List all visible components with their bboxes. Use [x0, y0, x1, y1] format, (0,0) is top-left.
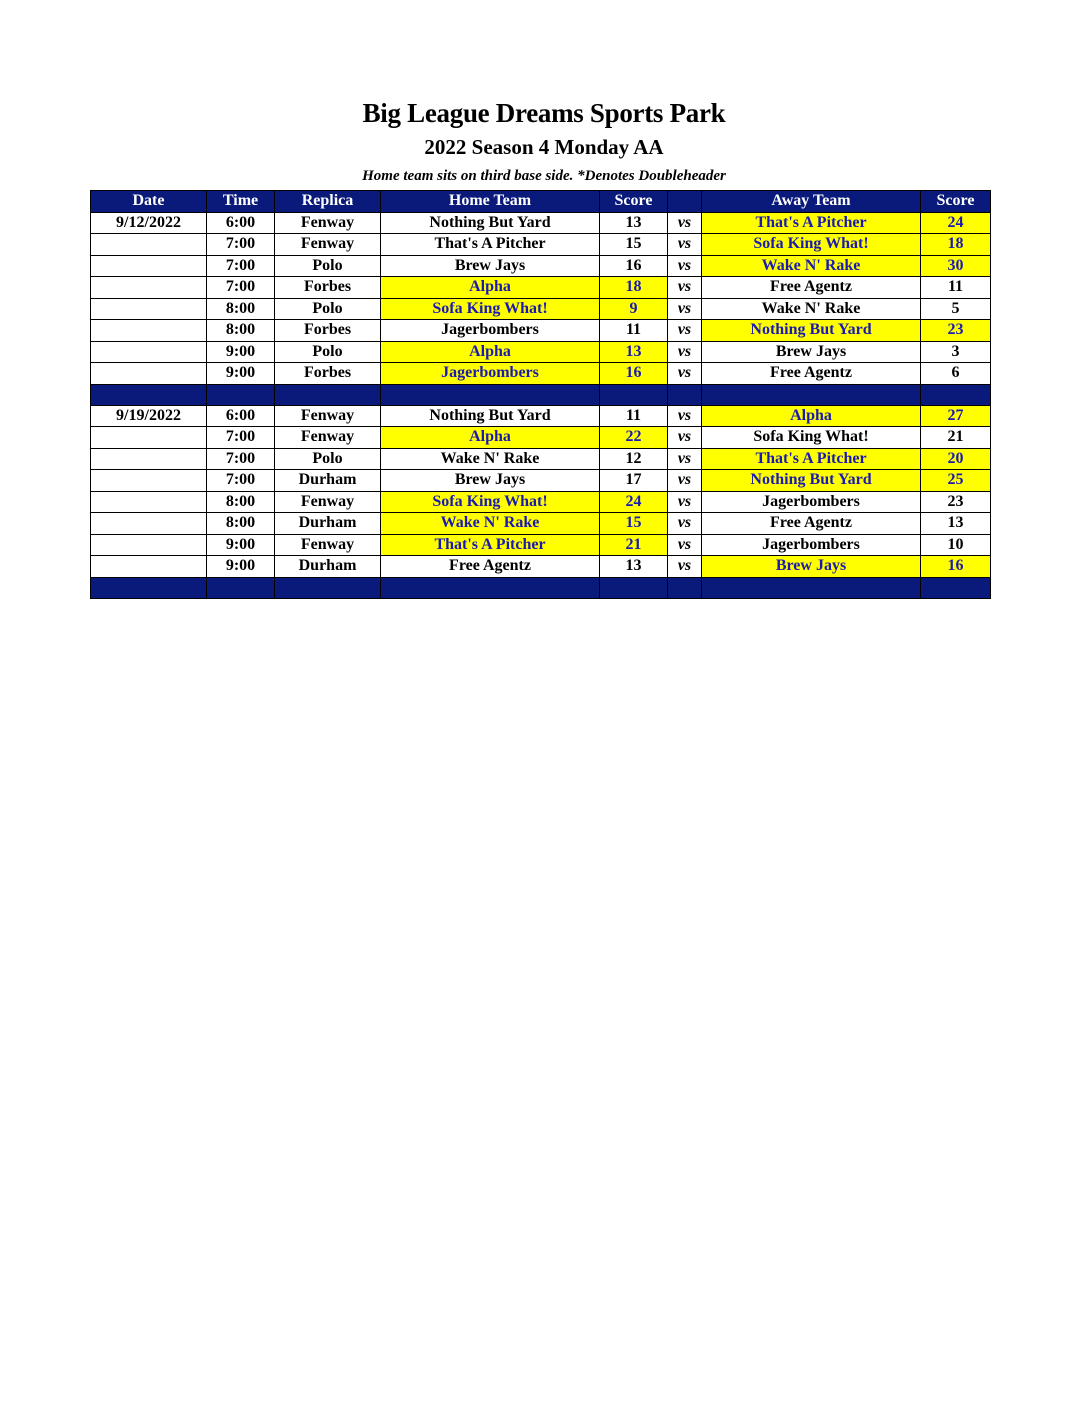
- home-score: 15: [600, 513, 668, 535]
- game-time: 8:00: [207, 298, 275, 320]
- home-team: Alpha: [381, 427, 600, 449]
- table-row: [91, 405, 991, 427]
- game-replica: Polo: [275, 341, 381, 363]
- vs-label: vs: [668, 470, 702, 492]
- table-header-row: [91, 191, 991, 213]
- game-replica: Durham: [275, 513, 381, 535]
- away-team: Free Agentz: [702, 513, 921, 535]
- away-score: 27: [921, 405, 991, 427]
- vs-label: vs: [668, 448, 702, 470]
- separator-cell: [381, 577, 600, 598]
- away-score: 21: [921, 427, 991, 449]
- home-score: 12: [600, 448, 668, 470]
- home-team: Wake N' Rake: [381, 513, 600, 535]
- separator-cell: [91, 384, 207, 405]
- col-header-away-team: Away Team: [702, 191, 921, 213]
- vs-label: vs: [668, 212, 702, 234]
- table-row: [91, 363, 991, 385]
- home-score: 11: [600, 405, 668, 427]
- separator-cell: [275, 577, 381, 598]
- vs-label: vs: [668, 320, 702, 342]
- vs-label: vs: [668, 255, 702, 277]
- separator-cell: [921, 577, 991, 598]
- game-time: 7:00: [207, 448, 275, 470]
- game-replica: Fenway: [275, 212, 381, 234]
- game-date: [91, 427, 207, 449]
- home-score: 24: [600, 491, 668, 513]
- away-score: 10: [921, 534, 991, 556]
- away-score: 30: [921, 255, 991, 277]
- table-row: [91, 534, 991, 556]
- home-team: That's A Pitcher: [381, 534, 600, 556]
- game-time: 8:00: [207, 320, 275, 342]
- game-replica: Durham: [275, 556, 381, 578]
- game-replica: Fenway: [275, 405, 381, 427]
- away-score: 18: [921, 234, 991, 256]
- home-team: Sofa King What!: [381, 298, 600, 320]
- home-score: 15: [600, 234, 668, 256]
- home-team: Alpha: [381, 341, 600, 363]
- game-replica: Durham: [275, 470, 381, 492]
- week-separator-row: [91, 384, 991, 405]
- away-team: Nothing But Yard: [702, 320, 921, 342]
- game-date: [91, 470, 207, 492]
- away-score: 25: [921, 470, 991, 492]
- game-date: [91, 556, 207, 578]
- home-score: 16: [600, 255, 668, 277]
- home-score: 17: [600, 470, 668, 492]
- away-team: Wake N' Rake: [702, 255, 921, 277]
- home-score: 16: [600, 363, 668, 385]
- game-time: 7:00: [207, 470, 275, 492]
- table-row: [91, 491, 991, 513]
- game-time: 8:00: [207, 491, 275, 513]
- vs-label: vs: [668, 363, 702, 385]
- away-team: Wake N' Rake: [702, 298, 921, 320]
- home-team: Sofa King What!: [381, 491, 600, 513]
- col-header-time: Time: [207, 191, 275, 213]
- game-time: 6:00: [207, 405, 275, 427]
- away-team: Alpha: [702, 405, 921, 427]
- table-row: [91, 320, 991, 342]
- home-team: Wake N' Rake: [381, 448, 600, 470]
- schedule-table: [90, 190, 991, 599]
- game-time: 9:00: [207, 363, 275, 385]
- table-row: [91, 513, 991, 535]
- game-replica: Forbes: [275, 363, 381, 385]
- home-team: Nothing But Yard: [381, 405, 600, 427]
- home-team: Free Agentz: [381, 556, 600, 578]
- home-score: 21: [600, 534, 668, 556]
- game-replica: Forbes: [275, 277, 381, 299]
- away-team: Brew Jays: [702, 556, 921, 578]
- col-header-vs: [668, 191, 702, 213]
- table-row: [91, 556, 991, 578]
- game-time: 7:00: [207, 255, 275, 277]
- vs-label: vs: [668, 491, 702, 513]
- vs-label: vs: [668, 298, 702, 320]
- table-row: [91, 212, 991, 234]
- game-replica: Polo: [275, 448, 381, 470]
- game-replica: Fenway: [275, 491, 381, 513]
- game-date: [91, 320, 207, 342]
- separator-cell: [91, 577, 207, 598]
- away-score: 3: [921, 341, 991, 363]
- schedule-note: Home team sits on third base side. *Denotes Doubleheader: [362, 168, 726, 184]
- game-time: 7:00: [207, 277, 275, 299]
- game-date: [91, 255, 207, 277]
- away-team: Brew Jays: [702, 341, 921, 363]
- home-score: 13: [600, 212, 668, 234]
- away-score: 16: [921, 556, 991, 578]
- game-date: [91, 534, 207, 556]
- home-team: Jagerbombers: [381, 363, 600, 385]
- table-row: [91, 470, 991, 492]
- game-date: [91, 277, 207, 299]
- game-time: 9:00: [207, 341, 275, 363]
- away-score: 13: [921, 513, 991, 535]
- vs-label: vs: [668, 427, 702, 449]
- home-score: 22: [600, 427, 668, 449]
- away-score: 23: [921, 491, 991, 513]
- away-team: Jagerbombers: [702, 491, 921, 513]
- away-team: Free Agentz: [702, 363, 921, 385]
- week-separator-row: [91, 577, 991, 598]
- separator-cell: [668, 577, 702, 598]
- game-time: 6:00: [207, 212, 275, 234]
- game-replica: Polo: [275, 298, 381, 320]
- home-score: 9: [600, 298, 668, 320]
- separator-cell: [600, 384, 668, 405]
- table-row: [91, 255, 991, 277]
- table-row: [91, 277, 991, 299]
- home-team: That's A Pitcher: [381, 234, 600, 256]
- game-date: [91, 448, 207, 470]
- away-score: 11: [921, 277, 991, 299]
- game-date: [91, 234, 207, 256]
- away-score: 20: [921, 448, 991, 470]
- game-date: [91, 298, 207, 320]
- separator-cell: [600, 577, 668, 598]
- away-score: 24: [921, 212, 991, 234]
- home-team: Nothing But Yard: [381, 212, 600, 234]
- separator-cell: [207, 577, 275, 598]
- separator-cell: [275, 384, 381, 405]
- home-score: 13: [600, 556, 668, 578]
- separator-cell: [921, 384, 991, 405]
- home-score: 11: [600, 320, 668, 342]
- page-subtitle: 2022 Season 4 Monday AA: [424, 135, 664, 159]
- home-score: 13: [600, 341, 668, 363]
- away-team: Sofa King What!: [702, 427, 921, 449]
- col-header-home-score: Score: [600, 191, 668, 213]
- game-date: 9/19/2022: [91, 405, 207, 427]
- table-row: [91, 234, 991, 256]
- vs-label: vs: [668, 405, 702, 427]
- vs-label: vs: [668, 513, 702, 535]
- game-time: 8:00: [207, 513, 275, 535]
- game-time: 7:00: [207, 427, 275, 449]
- vs-label: vs: [668, 234, 702, 256]
- separator-cell: [668, 384, 702, 405]
- game-date: [91, 491, 207, 513]
- game-replica: Polo: [275, 255, 381, 277]
- home-team: Alpha: [381, 277, 600, 299]
- game-date: [91, 363, 207, 385]
- table-row: [91, 341, 991, 363]
- away-team: Free Agentz: [702, 277, 921, 299]
- vs-label: vs: [668, 534, 702, 556]
- game-time: 9:00: [207, 556, 275, 578]
- home-team: Brew Jays: [381, 255, 600, 277]
- separator-cell: [381, 384, 600, 405]
- away-team: Sofa King What!: [702, 234, 921, 256]
- schedule-body: [91, 212, 991, 598]
- home-team: Jagerbombers: [381, 320, 600, 342]
- vs-label: vs: [668, 277, 702, 299]
- away-team: Jagerbombers: [702, 534, 921, 556]
- col-header-away-score: Score: [921, 191, 991, 213]
- away-team: That's A Pitcher: [702, 448, 921, 470]
- game-replica: Forbes: [275, 320, 381, 342]
- separator-cell: [207, 384, 275, 405]
- table-row: [91, 427, 991, 449]
- table-row: [91, 448, 991, 470]
- vs-label: vs: [668, 556, 702, 578]
- home-team: Brew Jays: [381, 470, 600, 492]
- col-header-home-team: Home Team: [381, 191, 600, 213]
- separator-cell: [702, 384, 921, 405]
- vs-label: vs: [668, 341, 702, 363]
- game-replica: Fenway: [275, 234, 381, 256]
- separator-cell: [702, 577, 921, 598]
- game-time: 7:00: [207, 234, 275, 256]
- col-header-replica: Replica: [275, 191, 381, 213]
- game-date: 9/12/2022: [91, 212, 207, 234]
- game-replica: Fenway: [275, 534, 381, 556]
- page-title: Big League Dreams Sports Park: [362, 98, 726, 128]
- away-score: 23: [921, 320, 991, 342]
- game-date: [91, 513, 207, 535]
- table-row: [91, 298, 991, 320]
- game-date: [91, 341, 207, 363]
- game-replica: Fenway: [275, 427, 381, 449]
- home-score: 18: [600, 277, 668, 299]
- col-header-date: Date: [91, 191, 207, 213]
- away-team: Nothing But Yard: [702, 470, 921, 492]
- away-score: 6: [921, 363, 991, 385]
- away-team: That's A Pitcher: [702, 212, 921, 234]
- game-time: 9:00: [207, 534, 275, 556]
- away-score: 5: [921, 298, 991, 320]
